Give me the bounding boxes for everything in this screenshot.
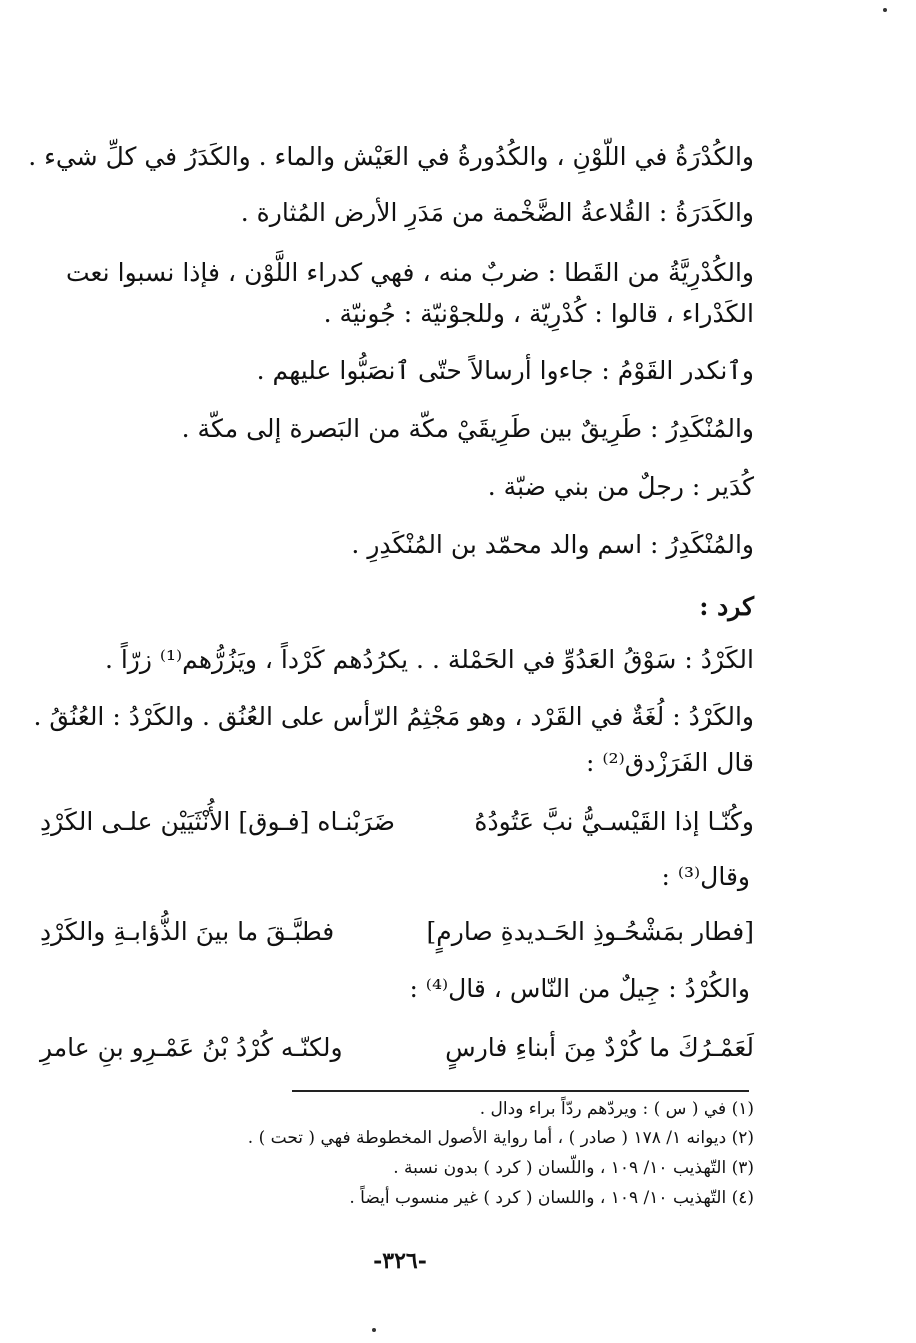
verse-hemistich-second: ضَرَبْنـاه [فـوق] الأُنْثَيَيْن علـى الكَرْدِ: [40, 807, 395, 836]
verse-hemistich-first: وكُنّـا إذا القَيْسـيُّ نبَّ عَتُودُهُ: [474, 807, 754, 836]
scan-speck: [372, 1328, 376, 1332]
entry-line: والمُنْكَدِرُ : اسم والد محمّد بن المُنْكَدِرِ .: [351, 530, 754, 559]
verse-hemistich-second: فطبَّـقَ ما بينَ الذُّؤابـةِ والكَرْدِ: [40, 917, 335, 946]
page-number: -٣٢٦-: [373, 1248, 427, 1274]
footnote-rule: [292, 1090, 749, 1092]
verse-hemistich-first: [فطار بمَشْحُـوذِ الحَـديدةِ صارمٍ]: [426, 917, 754, 946]
quote-intro: وقال⁽³⁾ :: [661, 862, 750, 891]
footnote: (٤) التّهذيب ١٠/ ١٠٩ ، واللسان ( كرد ) غير منسوب أيضاً .: [349, 1188, 754, 1208]
root-heading: كرد :: [699, 592, 754, 621]
quote-intro: والكُرْدُ : جِيلٌ من النّاس ، قال⁽⁴⁾ :: [409, 974, 750, 1003]
entry-line: الكَرْدُ : سَوْقُ العَدُوِّ في الحَمْلة . . يكرُدُهم كَرْداً ، ويَزُرُّهم⁽¹⁾ زرّاً .: [104, 645, 754, 674]
entry-line: والكَرْدُ : لُغَةٌ في القَرْد ، وهو مَجْثِمُ الرّأس على العُنُق . والكَرْدُ : العُنُقُ .: [33, 702, 754, 731]
footnote: (٣) التّهذيب ١٠/ ١٠٩ ، واللّسان ( كرد ) بدون نسبة .: [393, 1158, 754, 1178]
scan-speck: [883, 8, 887, 12]
quote-intro: قال الفَرَزْدق⁽²⁾ :: [586, 748, 754, 777]
entry-line: والكُدْرِيَّةُ من القَطا : ضربٌ منه ، فهي كدراء اللَّوْن ، فإذا نسبوا نعت: [66, 258, 754, 287]
entry-line: الكَدْراء ، قالوا : كُدْرِيّة ، وللجوْنيّة : جُونيّة .: [323, 299, 754, 328]
entry-line: وٱنكدر القَوْمُ : جاءوا أرسالاً حتّى ٱنصَبُّوا عليهم .: [256, 356, 754, 385]
entry-line: والكَدَرَةُ : القُلاعةُ الضَّخْمة من مَدَرِ الأرض المُثارة .: [240, 198, 754, 227]
footnote: (١) في ( س ) : ويردّهم ردّاً براء ودال .: [479, 1099, 754, 1119]
entry-line: كُدَير : رجلٌ من بني ضبّة .: [487, 472, 754, 501]
verse-hemistich-first: لَعَمْـرُكَ ما كُرْدٌ مِنَ أبناءِ فارسٍ: [445, 1033, 754, 1062]
entry-line: والمُنْكَدِرُ : طَرِيقٌ بين طَرِيقَيْ مكّة من البَصرة إلى مكّة .: [181, 414, 754, 443]
footnote: (٢) ديوانه ١/ ١٧٨ ( صادر ) ، أما رواية الأصول المخطوطة فهي ( تحت ) .: [247, 1128, 754, 1148]
entry-line: والكُدْرَةُ في اللّوْنِ ، والكُدُورةُ في العَيْش والماء . والكَدَرُ في كلِّ شيء .: [28, 142, 754, 171]
verse-hemistich-second: ولكنّـه كُرْدُ بْنُ عَمْـرِو بنِ عامرِ: [40, 1033, 343, 1062]
